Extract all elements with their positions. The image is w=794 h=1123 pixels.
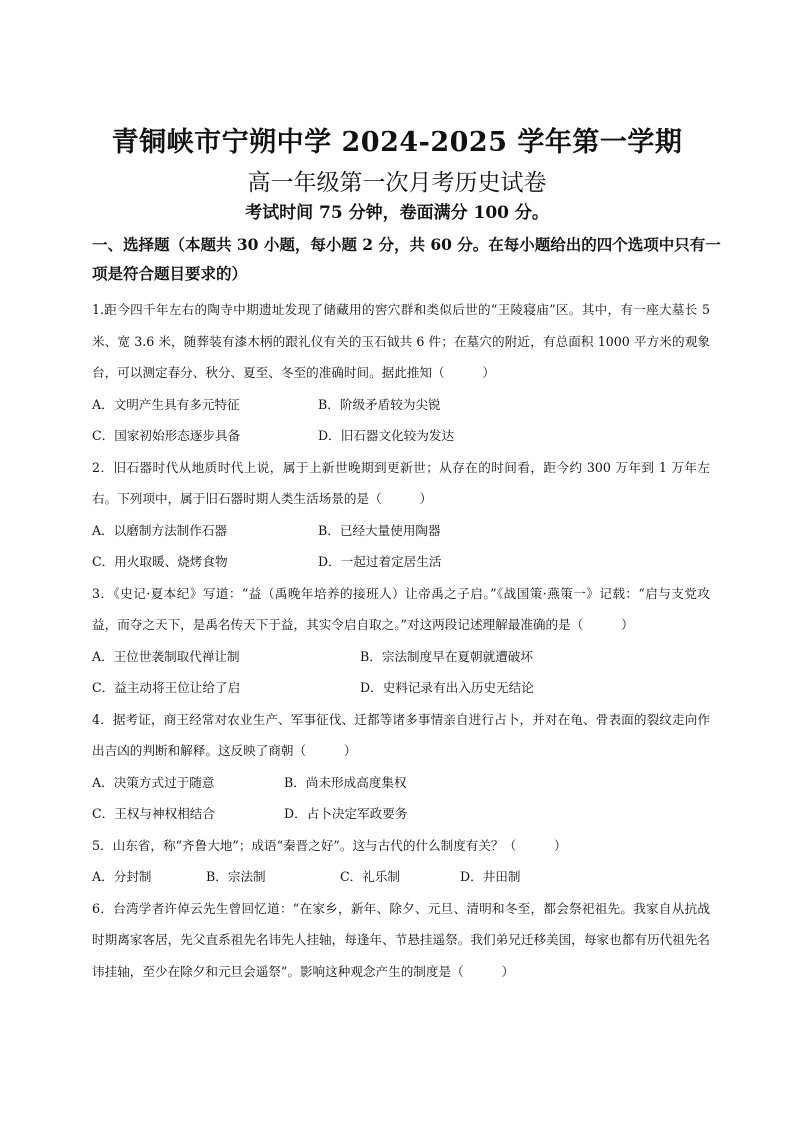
question-4-stem: 4．据考证，商王经常对农业生产、军事征伐、迁都等诸多事情亲自进行占卜，并对在龟、骨表面的裂纹走向作出吉凶的判断和解释。这反映了商朝（ ） xyxy=(92,711,710,758)
question-3-options xyxy=(92,641,710,673)
question-1-stem: 1.距今四千年左右的陶寺中期遗址发现了储藏用的窖穴群和类似后世的“王陵寝庙”区。其中，有一座大墓长 5 米、宽 3.6 米，随葬装有漆木柄的跟礼仪有关的玉石钺共 6 件；在墓穴的附近，有总面积 1000 平方米的观象台，可以测定春分、秋分、夏至、冬至的准确时间。据此推知（ ） xyxy=(92,302,710,380)
question-5-option-d[interactable]: D．井田制 xyxy=(460,869,521,884)
question-2-option-b[interactable]: B．已经大量使用陶器 xyxy=(318,522,441,538)
question-3-option-b[interactable]: B．宗法制度早在夏朝就遭破坏 xyxy=(360,648,533,664)
question-1-option-c[interactable]: C．国家初始形态逐步具备 xyxy=(92,428,241,443)
question-2-option-a[interactable]: A．以磨制方法制作石器 xyxy=(92,522,228,538)
question-4-options-row2 xyxy=(92,798,710,830)
question-5-option-b[interactable]: B．宗法制 xyxy=(206,869,266,884)
question-4-option-a[interactable]: A．决策方式过于随意 xyxy=(92,774,215,790)
question-2-option-c[interactable]: C．用火取暖、烧烤食物 xyxy=(92,554,228,569)
section-heading: 一、选择题（本题共 30 小题，每小题 2 分，共 60 分。在每小题给出的四个选项中只有一项是符合题目要求的） xyxy=(92,235,721,283)
question-5-option-a[interactable]: A．分封制 xyxy=(92,869,152,884)
question-list xyxy=(92,294,710,987)
question-6-stem: 6．台湾学者许倬云先生曾回忆道：“在家乡，新年、除夕、元旦、清明和冬至，都会祭祀祖先。我家自从抗战时期离家客居，先父直系祖先名讳先人挂轴，每逢年、节悬挂遥祭。我们弟兄迁移美国，每家也都有历代祖先名讳挂轴，至少在除夕和元旦会遥祭”。影响这种观念产生的制度是（ ） xyxy=(92,900,710,979)
question-3-option-a[interactable]: A．王位世袭制取代禅让制 xyxy=(92,648,240,664)
question-2-option-d[interactable]: D．一起过着定居生活 xyxy=(318,554,442,569)
question-4-option-d[interactable]: D．占卜决定军政要务 xyxy=(284,806,408,821)
question-3-option-d[interactable]: D．史料记录有出入历史无结论 xyxy=(360,680,534,695)
question-1-option-b[interactable]: B．阶级矛盾较为尖锐 xyxy=(318,396,441,412)
question-3-option-c[interactable]: C．益主动将王位让给了启 xyxy=(92,680,241,695)
question-1-options-row2 xyxy=(92,420,710,452)
question-1-option-d[interactable]: D．旧石器文化较为发达 xyxy=(318,428,455,443)
exam-title-subject: 高一年级第一次月考历史试卷 xyxy=(247,170,547,196)
question-4-option-b[interactable]: B．尚未形成高度集权 xyxy=(284,774,407,790)
question-5-option-c[interactable]: C．礼乐制 xyxy=(340,869,401,884)
question-3-options-row2 xyxy=(92,672,710,704)
question-4-options xyxy=(92,767,710,799)
question-2-options-row2 xyxy=(92,546,710,578)
question-5-options xyxy=(92,861,710,893)
question-1-option-a[interactable]: A．文明产生具有多元特征 xyxy=(92,396,240,412)
question-4-option-c[interactable]: C．王权与神权相结合 xyxy=(92,806,215,821)
exam-info: 考试时间 75 分钟，卷面满分 100 分。 xyxy=(245,203,549,223)
question-3-stem: 3．《史记·夏本纪》写道：“益（禹晚年培养的接班人）让帝禹之子启。”《战国策·燕策一》记载：“启与支党攻益，而夺之天下，是禹名传天下于益，其实令启自取之。”对这两段记述理解最准确的是（ ） xyxy=(92,585,710,632)
question-5-stem: 5．山东省，称“齐鲁大地”；成语“秦晋之好”。这与古代的什么制度有关？（ ） xyxy=(92,837,567,853)
question-1-options xyxy=(92,389,710,421)
exam-title-school: 青铜峡市宁朔中学 2024-2025 学年第一学期 xyxy=(111,127,683,158)
question-2-options xyxy=(92,515,710,547)
question-2-stem: 2．旧石器时代从地质时代上说，属于上新世晚期到更新世；从存在的时间看，距今约 300 万年到 1 万年左右。下列项中，属于旧石器时期人类生活场景的是（ ） xyxy=(92,459,710,506)
